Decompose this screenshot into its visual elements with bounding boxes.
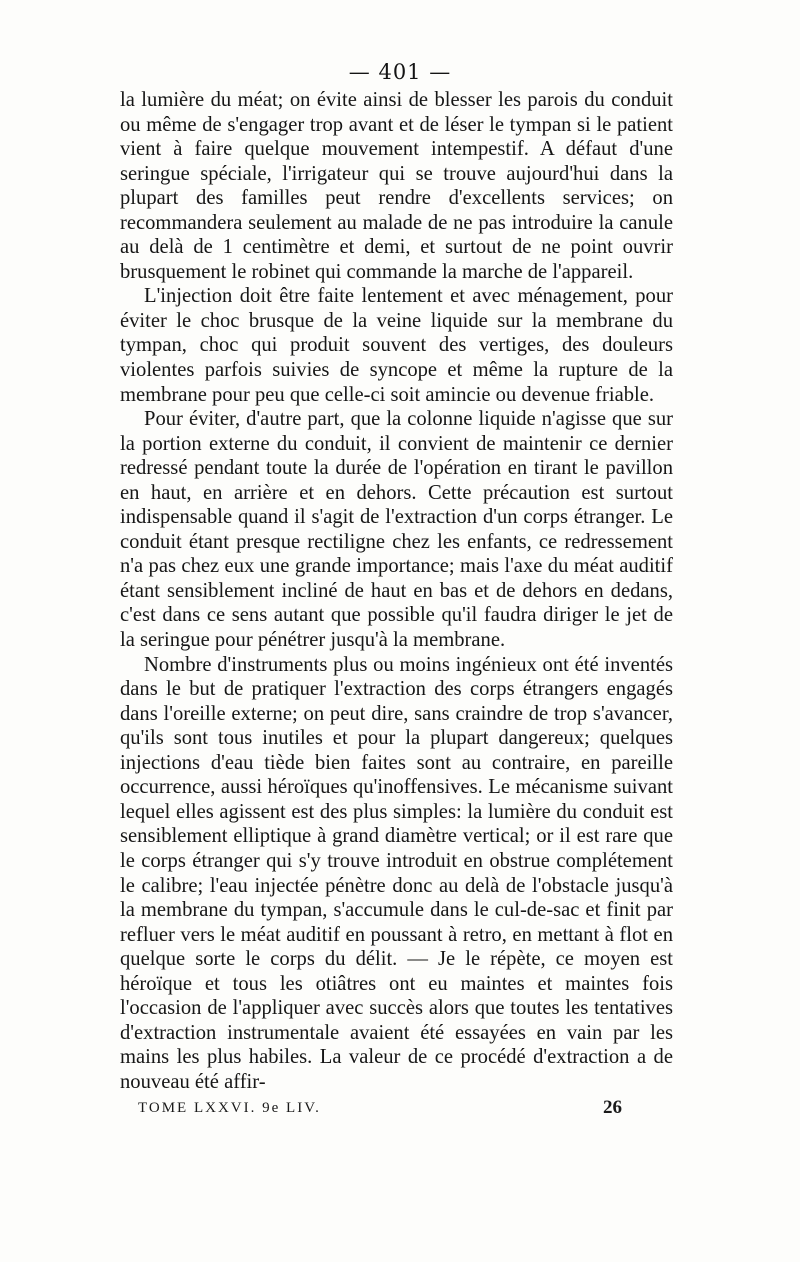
paragraph-4: Nombre d'instruments plus ou moins ingénieux ont été inventés dans le but de pratiquer l'extraction des corps étrangers engagés dans l'oreille externe; on peut dire, sans craindre de trop s'avancer, qu'ils sont tous inutiles et pour la plupart dangereux; quelques injections d'eau tiède bien faites sont au contraire, en pareille occurrence, aussi héroïques qu'inoffensives. Le mécanisme suivant lequel elles agissent est des plus simples: la lumière du conduit est sensiblement elliptique à grand diamètre vertical; or il est rare que le corps étranger qui s'y trouve introduit en obstrue complétement le calibre; l'eau injectée pénètre donc au delà de l'obstacle jusqu'à la membrane du tympan, s'accumule dans le cul-de-sac et finit par refluer vers le méat auditif en poussant à retro, en mettant à flot en quelque sorte le corps du délit. — Je le répète, ce moyen est héroïque et tous les otiâtres ont eu maintes et maintes fois l'occasion de l'appliquer avec succès alors que toutes les tentatives d'extraction instrumentale avaient été essayées en vain par les mains les plus habiles. La valeur de ce procédé d'extraction a de nouveau été affir- — [120, 653, 673, 1093]
paragraph-2: L'injection doit être faite lentement et avec ménagement, pour éviter le choc brusque de la veine liquide sur la membrane du tympan, choc qui produit souvent des vertiges, des douleurs violentes parfois suivies de syncope et même la rupture de la membrane pour peu que celle-ci soit amincie ou devenue friable. — [120, 285, 673, 406]
footer-sheet-number: 26 — [603, 1097, 622, 1118]
page-body — [120, 88, 673, 1094]
paragraph-3: Pour éviter, d'autre part, que la colonne liquide n'agisse que sur la portion externe du conduit, il convient de maintenir ce dernier redressé pendant toute la durée de l'opération en tirant le pavillon en haut, en arrière et en dehors. Cette précaution est surtout indispensable quand il s'agit de l'extraction d'un corps étranger. Le conduit étant presque rectiligne chez les enfants, ce redressement n'a pas chez eux une grande importance; mais l'axe du méat auditif étant sensiblement incliné de haut en bas et de dehors en dedans, c'est dans ce sens autant que possible qu'il faudra diriger le jet de la seringue pour pénétrer jusqu'à la membrane. — [120, 408, 673, 652]
paragraph-1: la lumière du méat; on évite ainsi de blesser les parois du conduit ou même de s'engager trop avant et de léser le tympan si le patient vient à faire quelque mouvement intempestif. A défaut d'une seringue spéciale, l'irrigateur qui se trouve aujourd'hui dans la plupart des familles peut rendre d'excellents services; on recommandera seulement au malade de ne pas introduire la canule au delà de 1 centimètre et demi, et surtout de ne point ouvrir brusquement le robinet qui commande la marche de l'appareil. — [120, 89, 673, 283]
page-number: — 401 — — [348, 60, 452, 84]
footer-signature: TOME LXXVI. 9e LIV. — [138, 1100, 321, 1116]
